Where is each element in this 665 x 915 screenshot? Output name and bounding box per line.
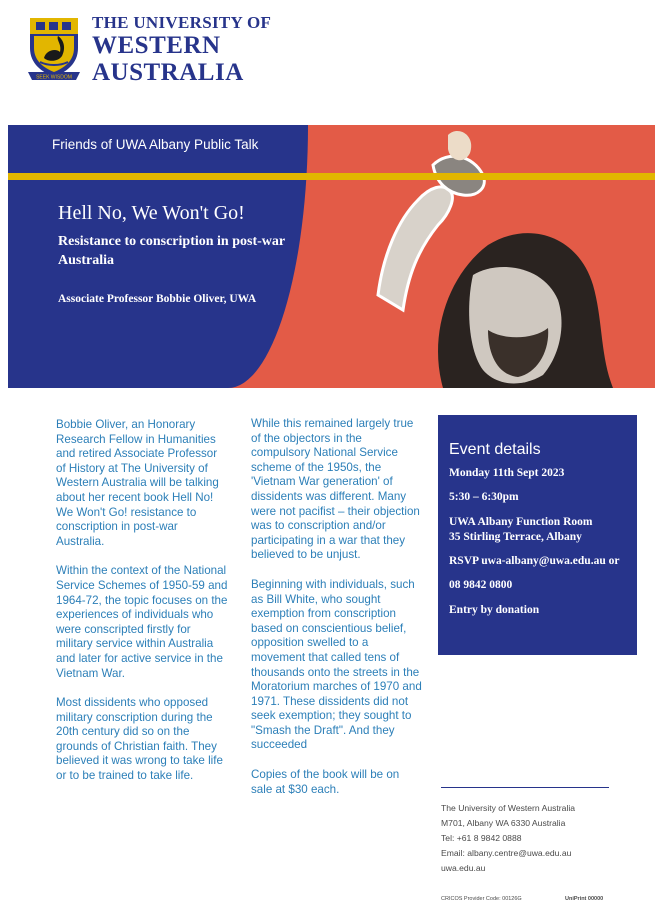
- paragraph: Bobbie Oliver, an Honorary Research Fellow in Humanities and retired Associate Professor of History at The University of Western Australia will be talking about her recent book Hell No! We Won't Go! resistance to conscription in post-war Australia.: [56, 418, 219, 548]
- event-details-heading: Event details: [449, 441, 541, 458]
- event-time: 5:30 – 6:30pm: [449, 491, 519, 503]
- contact-email: Email: albany.centre@uwa.edu.au: [441, 848, 572, 858]
- uwa-logo: [26, 13, 272, 86]
- body-column-2: [251, 417, 423, 812]
- contact-block: [441, 801, 575, 876]
- paragraph: Copies of the book will be on sale at $30 each.: [251, 768, 400, 796]
- talk-speaker: Associate Professor Bobbie Oliver, UWA: [58, 293, 257, 305]
- event-date: Monday 11th Sept 2023: [449, 467, 565, 479]
- footer-divider: [441, 787, 609, 788]
- cricos-code: CRICOS Provider Code: 00126G: [441, 896, 522, 902]
- paragraph: While this remained largely true of the objectors in the compulsory National Service scheme of the 1950s, the 'Vietnam War generation' of dissidents was different. Many were not pacifist – their objection was to conscription and/or participating in a war that they believed to be unjust.: [251, 417, 420, 562]
- university-name: [92, 14, 271, 85]
- event-rsvp-line1: RSVP uwa-albany@uwa.edu.au or: [449, 555, 620, 567]
- talk-title: Hell No, We Won't Go!: [58, 202, 245, 224]
- paragraph: Within the context of the National Service Schemes of 1950-59 and 1964-72, the topic focuses on the experiences of individuals who were conscripted firstly for military service within Australia and later for active service in the Vietnam War.: [56, 564, 228, 680]
- contact-line: M701, Albany WA 6330 Australia: [441, 818, 566, 828]
- contact-line: Tel: +61 8 9842 0888: [441, 833, 522, 843]
- uniprint-code: UniPrint 00000: [565, 896, 604, 902]
- crest-motto-banner: [26, 70, 82, 82]
- paragraph: Most dissidents who opposed military conscription during the 20th century did so on the grounds of Christian faith. They believed it was wrong to take life or to be trained to take life.: [56, 696, 223, 783]
- protester-photo: [338, 125, 655, 388]
- university-name-line1: THE UNIVERSITY OF: [92, 13, 272, 32]
- talk-series: Friends of UWA Albany Public Talk: [52, 137, 259, 152]
- event-venue-line1: UWA Albany Function Room: [449, 516, 593, 528]
- university-name-line2: WESTERN: [92, 32, 221, 59]
- body-column-1: [56, 418, 228, 799]
- gold-stripe: [8, 173, 655, 180]
- talk-subtitle: Resistance to conscription in post-war Australia: [58, 234, 285, 268]
- paragraph: Beginning with individuals, such as Bill White, who sought exemption from conscription based on conscientious belief, opposition swelled to a movement that called tens of thousands onto the streets in the Moratorium marches of 1970 and 1971. These dissidents did not seek exemption; they sought to "Smash the Draft". And they succeeded: [251, 577, 422, 752]
- contact-line: The University of Western Australia: [441, 803, 576, 813]
- contact-website: uwa.edu.au: [441, 863, 486, 873]
- event-details-box: [438, 415, 637, 655]
- event-venue-line2: 35 Stirling Terrace, Albany: [449, 531, 582, 543]
- event-rsvp-line2: 08 9842 0800: [449, 579, 513, 591]
- university-name-line3: AUSTRALIA: [92, 59, 244, 86]
- hero-banner: [8, 125, 655, 388]
- crest-motto: SEEK WISDOM: [36, 74, 72, 81]
- event-entry: Entry by donation: [449, 604, 540, 616]
